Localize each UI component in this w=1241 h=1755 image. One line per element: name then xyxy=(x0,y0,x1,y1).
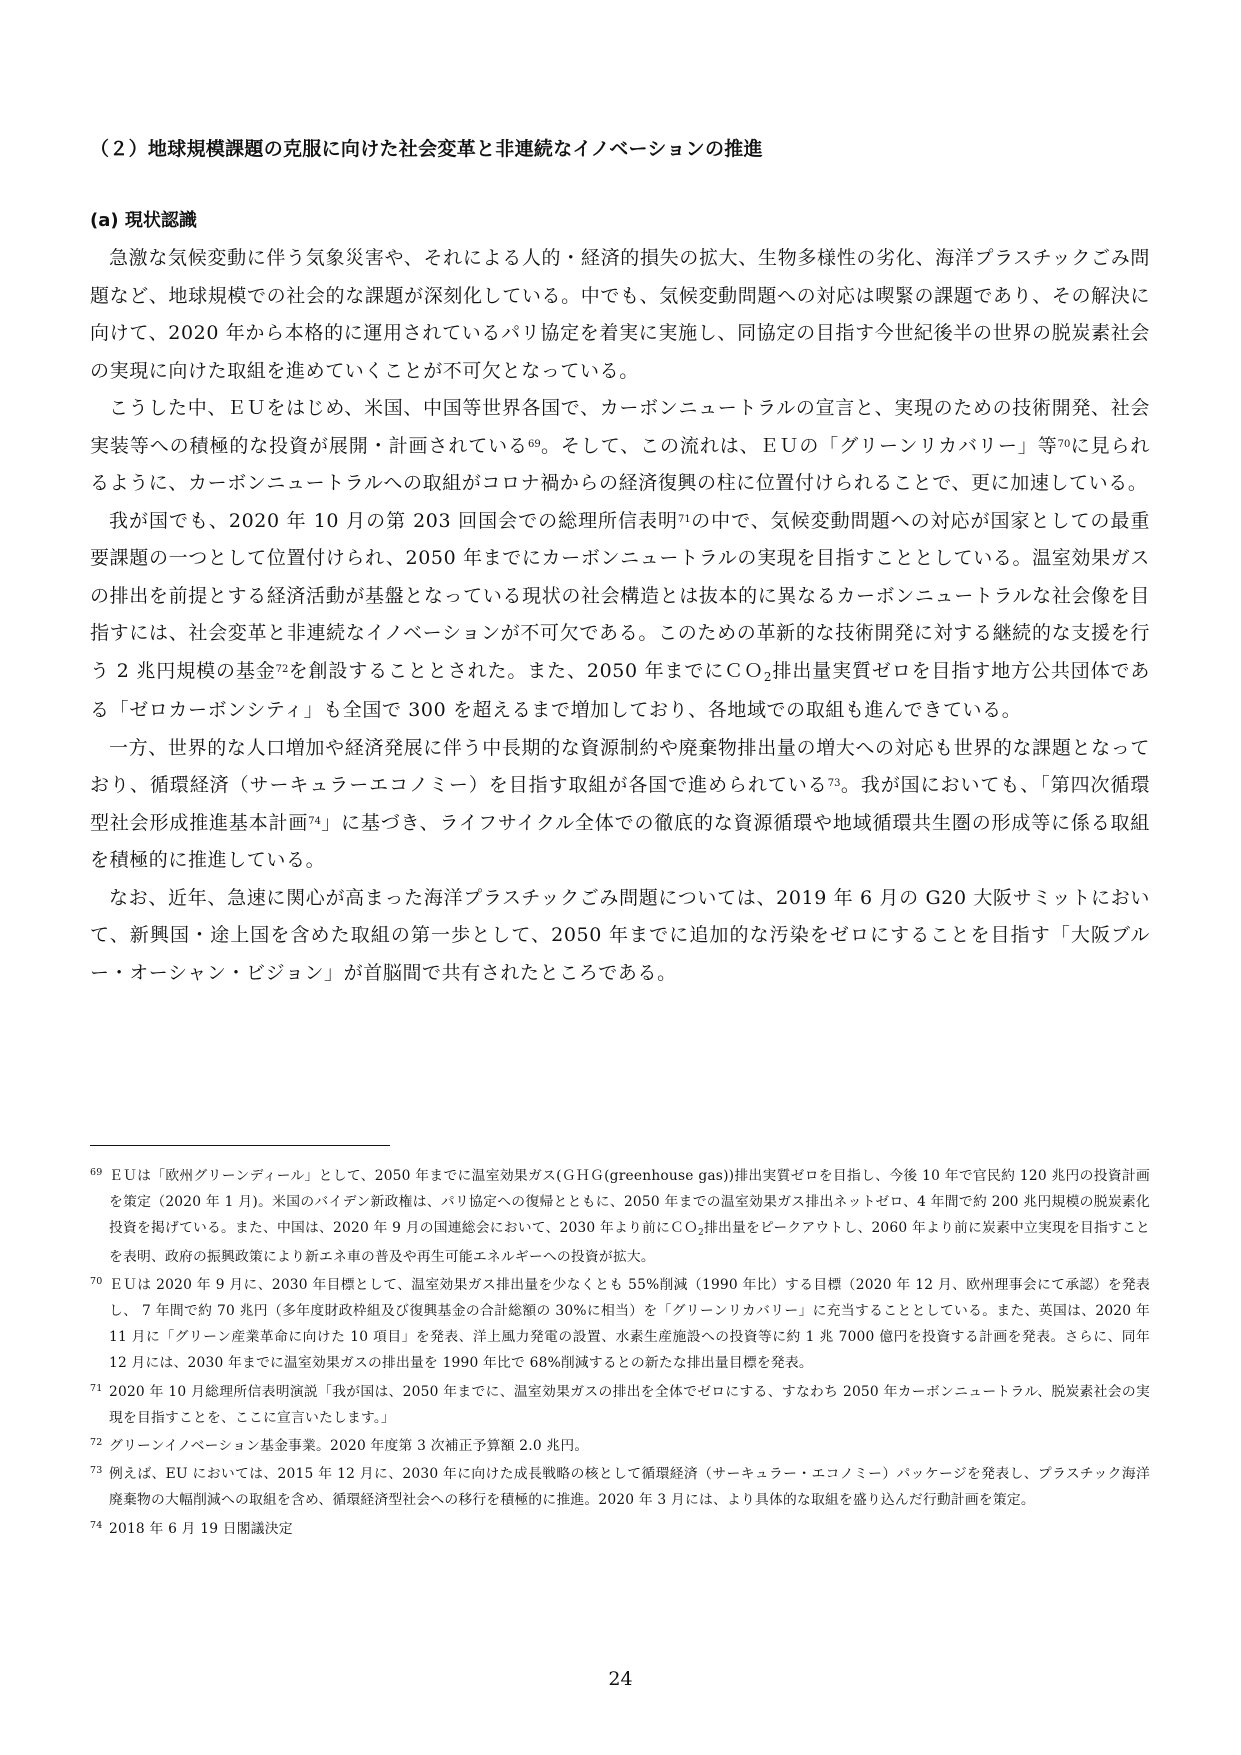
paragraph: こうした中、ＥＵをはじめ、米国、中国等世界各国で、カーボンニュートラルの宣言と、実現のための技術開発、社会実装等への積極的な投資が展開・計画されている$^{69}$。そして、この流れは、ＥＵの「グリーンリカバリー」等$^{70}$に見られるように、カーボンニュートラルへの取組がコロナ禍からの経済復興の柱に位置付けられることで、更に加速している。 xyxy=(90,397,1150,494)
footnote-item: 69 ＥＵは「欧州グリーンディール」として、2050 年までに温室効果ガス(ＧＨＧ(greenhouse gas))排出実質ゼロを目指し、今後 10 年で官民約 120 兆円の投資計画を策定（2020 年 1 月)。米国のバイデン新政権は、パリ協定への復帰とともに、2050 年までの温室効果ガス排出ネットゼロ、4 年間で約 200 兆円規模の脱炭素化投資を掲げている。また、中国は、2020 年 9 月の国連総会において、2030 年より前にＣＯ$_2$排出量をピークアウトし、2060 年より前に炭素中立実現を目指すことを表明、政府の振興政策により新エネ車の普及や再生可能エネルギーへの投資が拡大。 xyxy=(90,1163,1150,1270)
section-heading: （２）地球規模課題の克服に向けた社会変革と非連続なイノベーションの推進 xyxy=(90,138,763,160)
page-number: 24 xyxy=(608,1668,633,1690)
footnote-ref[interactable]: 71 xyxy=(678,513,691,525)
subsection-heading: (a) 現状認識 xyxy=(90,210,197,231)
body-text xyxy=(90,240,1150,992)
footnote-number: 70 xyxy=(90,1275,103,1287)
paragraph: 急激な気候変動に伴う気象災害や、それによる人的・経済的損失の拡大、生物多様性の劣化、海洋プラスチックごみ問題など、地球規模での社会的な課題が深刻化している。中でも、気候変動問題への対応は喫緊の課題であり、その解決に向けて、2020 年から本格的に運用されているパリ協定を着実に実施し、同協定の目指す今世紀後半の世界の脱炭素社会の実現に向けた取組を進めていくことが不可欠となっている。 xyxy=(90,247,1150,382)
footnote-ref[interactable]: 73 xyxy=(827,778,841,789)
footnote-separator xyxy=(90,1145,390,1146)
paragraph: 一方、世界的な人口増加や経済発展に伴う中長期的な資源制約や廃棄物排出量の増大への対応も世界的な課題となっており、循環経済（サーキュラーエコノミー）を目指す取組が各国で進められている$^{73}$。我が国においても、「第四次循環型社会形成推進基本計画$^{74}$」に基づき、ライフサイクル全体での徹底的な資源循環や地域循環共生圏の形成等に係る取組を積極的に推進している。 xyxy=(90,736,1151,871)
footnote-number: 73 xyxy=(90,1465,103,1477)
co2-subscript: 2 xyxy=(698,1228,704,1239)
footnote-number: 74 xyxy=(90,1519,103,1531)
footnote-item: 74 2018 年 6 月 19 日閣議決定 xyxy=(90,1516,1150,1542)
paragraph: なお、近年、急速に関心が高まった海洋プラスチックごみ問題については、2019 年 6 月の G20 大阪サミットにおいて、新興国・途上国を含めた取組の第一歩として、2050 年までに追加的な汚染をゼロにすることを目指す「大阪ブルー・オーシャン・ビジョン」が首脳間で共有されたところである。 xyxy=(90,886,1150,984)
footnote-number: 72 xyxy=(90,1437,103,1449)
footnote-ref[interactable]: 72 xyxy=(275,663,289,675)
paragraph: 我が国でも、2020 年 10 月の第 203 回国会での総理所信表明$^{71}$の中で、気候変動問題への対応が国家としての最重要課題の一つとして位置付けられ、2050 年までにカーボンニュートラルの実現を目指すこととしている。温室効果ガスの排出を前提とする経済活動が基盤となっている現状の社会構造とは抜本的に異なるカーボンニュートラルな社会像を目指すには、社会変革と非連続なイノベーションが不可欠である。このための革新的な技術開発に対する継続的な支援を行う 2 兆円規模の基金$^{72}$を創設することとされた。また、2050 年までにＣＯ$_2$排出量実質ゼロを目指す地方公共団体である「ゼロカーボンシティ」も全国で 300 を超えるまで増加しており、各地域での取組も進んできている。 xyxy=(90,509,1151,721)
footnote-item: 71 2020 年 10 月総理所信表明演説「我が国は、2050 年までに、温室効果ガスの排出を全体でゼロにする、すなわち 2050 年カーボンニュートラル、脱炭素社会の実現を目指すことを、ここに宣言いたします。」 xyxy=(90,1379,1150,1431)
footnote-ref[interactable]: 70 xyxy=(1057,438,1071,450)
footnote-ref[interactable]: 69 xyxy=(527,438,541,450)
footnotes xyxy=(90,1163,1150,1544)
footnote-item: 73 例えば、EU においては、2015 年 12 月に、2030 年に向けた成長戦略の核として循環経済（サーキュラー・エコノミー）パッケージを発表し、プラスチック海洋廃棄物の大幅削減への取組を含め、循環経済型社会への移行を積極的に推進。2020 年 3 月には、より具体的な取組を盛り込んだ行動計画を策定。 xyxy=(90,1461,1150,1513)
footnote-item: 72 グリーンイノベーション基金事業。2020 年度第 3 次補正予算額 2.0 兆円。 xyxy=(90,1433,1150,1459)
footnote-item: 70 ＥＵは 2020 年 9 月に、2030 年目標として、温室効果ガス排出量を少なくとも 55%削減（1990 年比）する目標（2020 年 12 月、欧州理事会にて承認）を発表し、 7 年間で約 70 兆円（多年度財政枠組及び復興基金の合計総額の 30%に相当）を「グリーンリカバリー」に充当することとしている。また、英国は、2020 年 11 月に「グリーン産業革命に向けた 10 項目」を発表、洋上風力発電の設置、水素生産施設への投資等に約 1 兆 7000 億円を投資する計画を発表。さらに、同年 12 月には、2030 年までに温室効果ガスの排出量を 1990 年比で 68%削減するとの新たな排出量目標を発表。 xyxy=(90,1272,1150,1377)
footnote-number: 71 xyxy=(90,1382,103,1394)
co2-subscript: 2 xyxy=(763,669,773,684)
footnote-ref[interactable]: 74 xyxy=(308,815,321,827)
footnote-number: 69 xyxy=(90,1167,103,1178)
